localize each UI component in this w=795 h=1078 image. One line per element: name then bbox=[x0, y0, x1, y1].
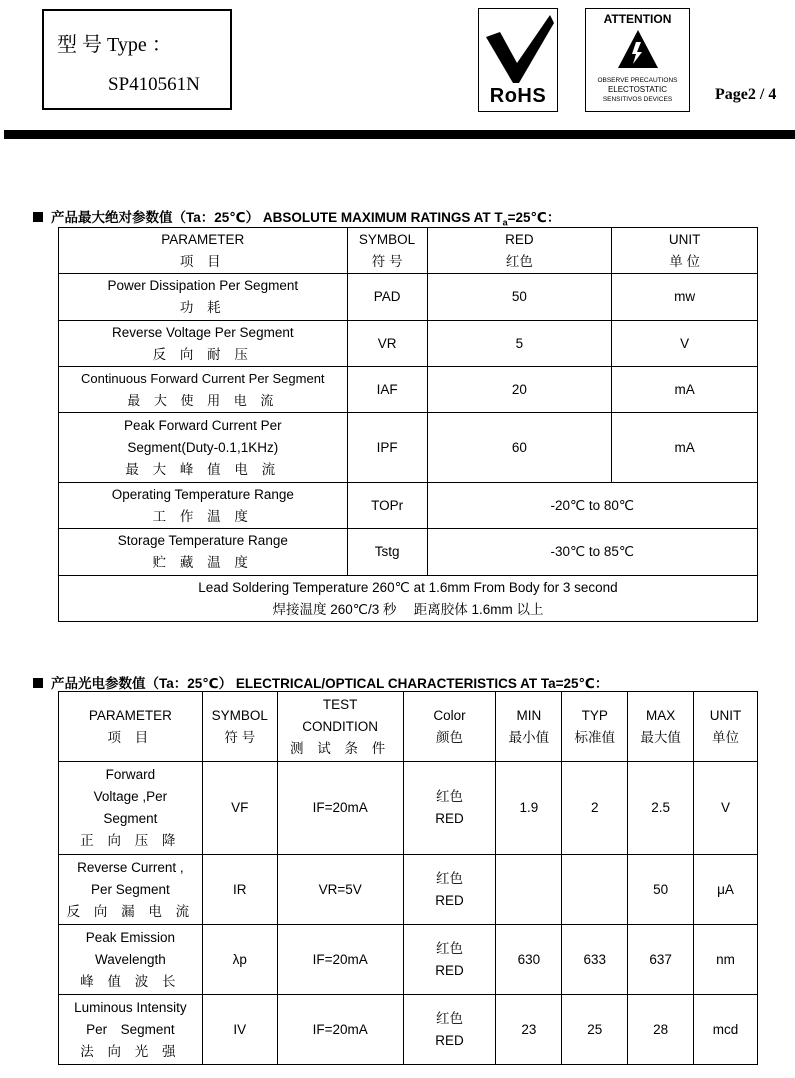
table-row: Storage Temperature Range 贮 藏 温 度 Tstg -30℃ to 85℃ bbox=[59, 529, 758, 576]
table-header-row bbox=[59, 228, 758, 274]
table-row: Forward Voltage ,Per Segment 正 向 压 降 VF IF=20mA 红色 RED 1.9 2 2.5 V bbox=[59, 762, 758, 855]
table-row: Peak Forward Current Per Segment(Duty-0.1,1KHz) 最 大 峰 值 电 流 IPF 60 mA bbox=[59, 413, 758, 483]
checkmark-icon bbox=[479, 11, 557, 89]
abs-title-end: =25℃： bbox=[507, 210, 561, 225]
abs-title-sub: a bbox=[502, 217, 508, 228]
header-cell: PARAMETER 项 目 bbox=[59, 228, 348, 274]
elec-section-title bbox=[33, 672, 608, 692]
table-row: Reverse Current , Per Segment 反 向 漏 电 流 IR VR=5V 红色 RED 50 μA bbox=[59, 855, 758, 925]
attention-line1: OBSERVE PRECAUTIONS bbox=[597, 77, 678, 84]
solder-row: Lead Soldering Temperature 260℃ at 1.6mm From Body for 3 second 焊接温度 260℃/3 秒 距离胶体 1.6mm 以上 bbox=[59, 576, 758, 622]
header-cell: UNIT 单 位 bbox=[612, 228, 758, 274]
elec-title-en: ELECTRICAL/OPTICAL CHARACTERISTICS AT Ta=25℃： bbox=[235, 676, 609, 691]
header-rule bbox=[4, 130, 795, 139]
abs-max-table bbox=[58, 227, 758, 622]
abs-title-en: ABSOLUTE MAXIMUM RATINGS AT T bbox=[262, 210, 503, 225]
rohs-label: RoHS bbox=[489, 85, 547, 107]
header-cell: RED 红色 bbox=[427, 228, 612, 274]
table-header-row: PARAMETER 项 目 SYMBOL 符 号 TEST CONDITION 测 试 条 件 Color 颜色 MIN 最小值 TYP 标准值 MAX 最大值 UNIT 单位 bbox=[59, 692, 758, 762]
header-cell: SYMBOL 符 号 bbox=[347, 228, 427, 274]
elec-title-cn: 产品光电参数值（Ta：25℃） bbox=[51, 676, 233, 691]
table-row: Power Dissipation Per Segment 功 耗 PAD 50 mw bbox=[59, 274, 758, 321]
model-number: SP410561N bbox=[108, 74, 200, 95]
attention-line2: ELECTOSTATIC bbox=[607, 85, 668, 94]
table-row: Operating Temperature Range 工 作 温 度 TOPr -20℃ to 80℃ bbox=[59, 483, 758, 529]
type-label: 型 号 Type ： bbox=[57, 34, 172, 56]
esd-warning-icon bbox=[616, 28, 660, 70]
bullet-square-icon bbox=[33, 678, 43, 688]
esd-attention-badge bbox=[585, 8, 690, 112]
table-row: Luminous Intensity Per Segment 法 向 光 强 IV IF=20mA 红色 RED 23 25 28 mcd bbox=[59, 995, 758, 1065]
abs-title-cn: 产品最大绝对参数值（Ta：25℃） bbox=[51, 210, 260, 225]
table-row: Reverse Voltage Per Segment 反 向 耐 压 VR 5 V bbox=[59, 321, 758, 367]
attention-line3: SENSITIVOS DEVICES bbox=[602, 96, 673, 103]
page-number: Page2 / 4 bbox=[715, 86, 777, 103]
bullet-square-icon bbox=[33, 212, 43, 222]
table-row: Continuous Forward Current Per Segment 最 大 使 用 电 流 IAF 20 mA bbox=[59, 367, 758, 413]
table-row: Peak Emission Wavelength 峰 值 波 长 λp IF=20mA 红色 RED 630 633 637 nm bbox=[59, 925, 758, 995]
rohs-logo bbox=[478, 8, 558, 112]
abs-section-title bbox=[33, 206, 560, 228]
type-box bbox=[42, 9, 232, 110]
elec-table bbox=[58, 691, 758, 1065]
attention-title: ATTENTION bbox=[603, 12, 672, 26]
